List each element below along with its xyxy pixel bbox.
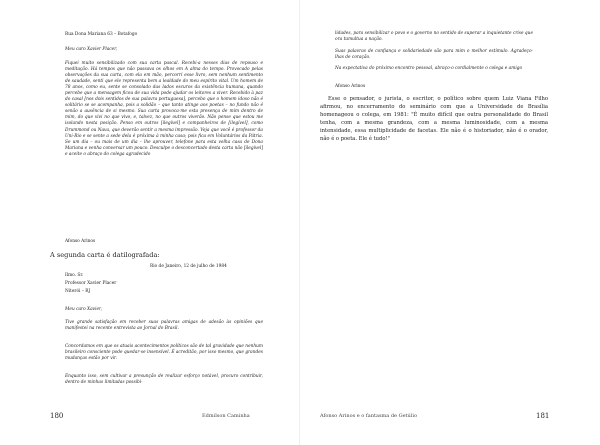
- running-head: Afonso Arinos e o fantasma de Getúlio: [320, 413, 417, 419]
- recipient-line-1: Ilmo. Sr.: [65, 273, 84, 278]
- running-head: Edmilson Caminha: [202, 413, 250, 419]
- letter-salutation: Meu caro Xavier Placer,: [65, 47, 118, 52]
- second-letter-paragraph-3: Enquanto isso, sem cultivar a presunção de realizar esforço notável, procuro contribuir, dentro de minhas limitadas possibi-: [65, 374, 263, 386]
- second-letter-paragraph-1: Tive grande satisfação em receber suas palavras amigas de adesão às opiniões que manifestei na recente entrevista ao Jornal do Brasil.: [65, 320, 263, 332]
- second-letter-intro: A segunda carta é datilografada:: [50, 251, 160, 259]
- second-letter-paragraph-2: Concordamos em que os atuais acontecimentos políticos são de tal gravidade que nenhum brasileiro consciente pode quedar-se insensível. É acreditão, por isso mesmo, que grandes mudanças estão por vir.: [65, 344, 263, 362]
- page-number: 180: [50, 412, 64, 420]
- letter-paragraph-2: Na expectativa do próximo encontro pessoal, abraço-o cordialmente o colega e amigo: [335, 66, 523, 71]
- main-paragraph: Esse o pensador, o jurista, o escritor, o político sobre quem Luiz Viana Filho afirmou, no encerramento do seminário com que a Universidade de Brasília homenageou o colega, em 1981: "É muito difícil que outra personalidade do Brasil tenha, com a mesma grandeza, com a mesma luminosidade, com a mesma intensidade, essa multiplicidade de facetas. Ele não é o historiador, não é o orador, não é o poeta. Ele é tudo!": [320, 96, 548, 142]
- letter-continuation: lidades, para sensibilizar o povo e o governo no sentido de superar a inquietante crise que ora tumultua a nação.: [335, 31, 533, 43]
- letter-paragraph-1: Suas palavras de confiança e solidariedade são para mim o melhor estímulo. Agradeço-lhas de coração.: [335, 49, 533, 61]
- letter-signature: Afonso Arinos: [335, 84, 366, 89]
- letter-date: Rio de Janeiro, 12 de julho de 1984: [150, 264, 227, 269]
- recipient-line-3: Niterói – RJ: [65, 289, 91, 294]
- letter-signature: Afonso Arinos: [65, 239, 96, 244]
- second-letter-salutation: Meu caro Xavier,: [65, 307, 102, 312]
- letter-body: Fiquei muito sensibilizado com sua carta pascal. Recebi-a nesses dias de repouso e meditação. Há tempos que não passava os olhos em A alma do tempo. Provocado pelas observações da sua carta, com ela em mão, percorri esse livro, sem nenhum sentimento de saudade, senti que ele representa bem a lealdade do meu espírito vital. Um homem de 78 anos, como eu, sente se consolado das lados escuros da existência humana, quando percebe que a mensagem ficou de sua vida pode ajudar os leitores a viver. Recebido à paz do casal [nos dois sentidos de sua palavra portuguesa], percebo que o homem idoso não é solitário se se acompanha, pois a solidão – que tanto atinge aos poetas – no fundo não é senão a ausência de si mesmo. Sua carta provoca-me esta presença de mim dentro de mim, do que vivi no que vivo, e, talvez, no que outros viverão. Não pense que estou me isolando nesta posição. Penso em outros [ilegível] e companheiros de [ilegível], como Drummond ou Nava, que deverão sentir a mesma impressão. Veja que você é professor da Uni-Rio e se sente a sede dela é próxima à minha casa; pois fica em Voluntários da Pátria. Se um dia – ou mais de um dia – lhe aprouver, telefone para esta velha casa de Dona Mariana e venha conversar um pouco. Desculpe o desconcertado desta carta não [ilegível] e aceite o abraço do colega agradecido: [65, 61, 263, 157]
- right-page: [300, 0, 600, 445]
- page-number: 181: [536, 412, 550, 420]
- letter-address: Rua Dona Mariana 63 – Botafogo: [65, 32, 138, 37]
- recipient-line-2: Professor Xavier Placer: [65, 281, 117, 286]
